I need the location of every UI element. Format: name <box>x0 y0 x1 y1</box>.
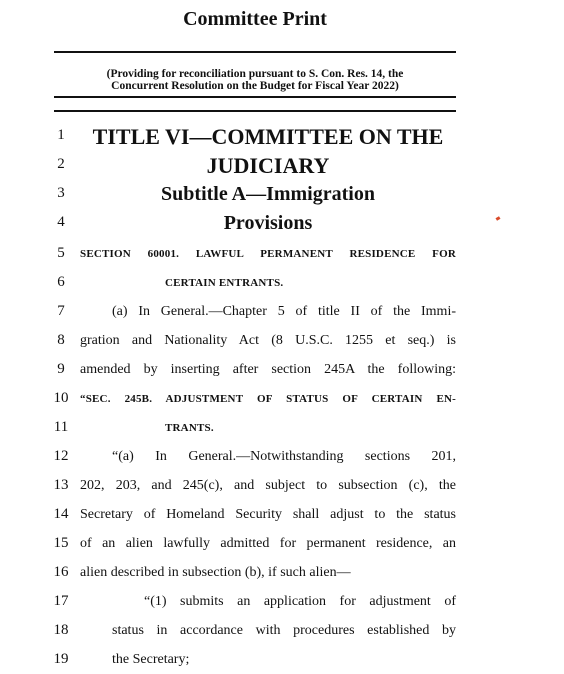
line-number: 11 <box>53 419 69 435</box>
line-number: 1 <box>57 127 65 143</box>
line-number: 9 <box>57 361 65 377</box>
line-number: 2 <box>57 156 65 172</box>
paragraph-line: “(1) submits an application for adjustment of <box>144 594 456 609</box>
print-subtitle <box>54 68 456 92</box>
paragraph-line: the Secretary; <box>112 652 190 667</box>
line-number: 12 <box>53 448 69 464</box>
body-line: amended by inserting after section 245A the following: <box>80 362 456 377</box>
subtitle-line-1: (Providing for reconciliation pursuant to S. Con. Res. 14, the <box>106 68 404 80</box>
body-line: Secretary of Homeland Security shall adjust to the status <box>80 507 456 522</box>
title-heading-line-2: JUDICIARY <box>206 153 330 178</box>
top-rule <box>54 51 456 53</box>
line-number: 14 <box>53 506 69 522</box>
quoted-section-heading-line-1: “SEC. 245B. ADJUSTMENT OF STATUS OF CERTAIN EN- <box>80 393 456 405</box>
line-number: 8 <box>57 332 65 348</box>
body-line: alien described in subsection (b), if such alien— <box>80 565 351 580</box>
line-number: 3 <box>57 185 65 201</box>
line-number: 19 <box>53 651 69 667</box>
line-number: 18 <box>53 622 69 638</box>
margin-mark <box>496 216 501 221</box>
line-number: 5 <box>57 245 65 261</box>
middle-rule <box>54 96 456 98</box>
body-line: 202, 203, and 245(c), and subject to subsection (c), the <box>80 478 456 493</box>
body-line: “(a) In General.—Notwithstanding sections 201, <box>112 449 456 464</box>
line-number: 7 <box>57 303 65 319</box>
line-number: 17 <box>53 593 69 609</box>
title-heading-line-1: TITLE VI—COMMITTEE ON THE <box>92 124 444 149</box>
subtitle-heading-line-1: Subtitle A—Immigration <box>161 183 375 205</box>
subtitle-heading-line-2: Provisions <box>223 212 313 234</box>
line-number: 13 <box>53 477 69 493</box>
page-title: Committee Print <box>183 8 327 30</box>
quoted-section-heading-line-2: TRANTS. <box>165 422 214 434</box>
bottom-rule <box>54 110 456 112</box>
line-number: 16 <box>53 564 69 580</box>
subtitle-line-2: Concurrent Resolution on the Budget for Fiscal Year 2022) <box>111 80 399 92</box>
body-line: gration and Nationality Act (8 U.S.C. 1255 et seq.) is <box>80 333 456 348</box>
line-number: 10 <box>53 390 69 406</box>
line-number: 6 <box>57 274 65 290</box>
line-number: 4 <box>57 214 65 230</box>
body-line: (a) In General.—Chapter 5 of title II of the Immi- <box>112 304 456 319</box>
line-number: 15 <box>53 535 69 551</box>
section-heading-line-1: SECTION 60001. LAWFUL PERMANENT RESIDENCE FOR <box>80 248 456 260</box>
body-line: of an alien lawfully admitted for permanent residence, an <box>80 536 456 551</box>
paragraph-line: status in accordance with procedures established by <box>112 623 456 638</box>
section-heading-line-2: CERTAIN ENTRANTS. <box>165 277 284 289</box>
